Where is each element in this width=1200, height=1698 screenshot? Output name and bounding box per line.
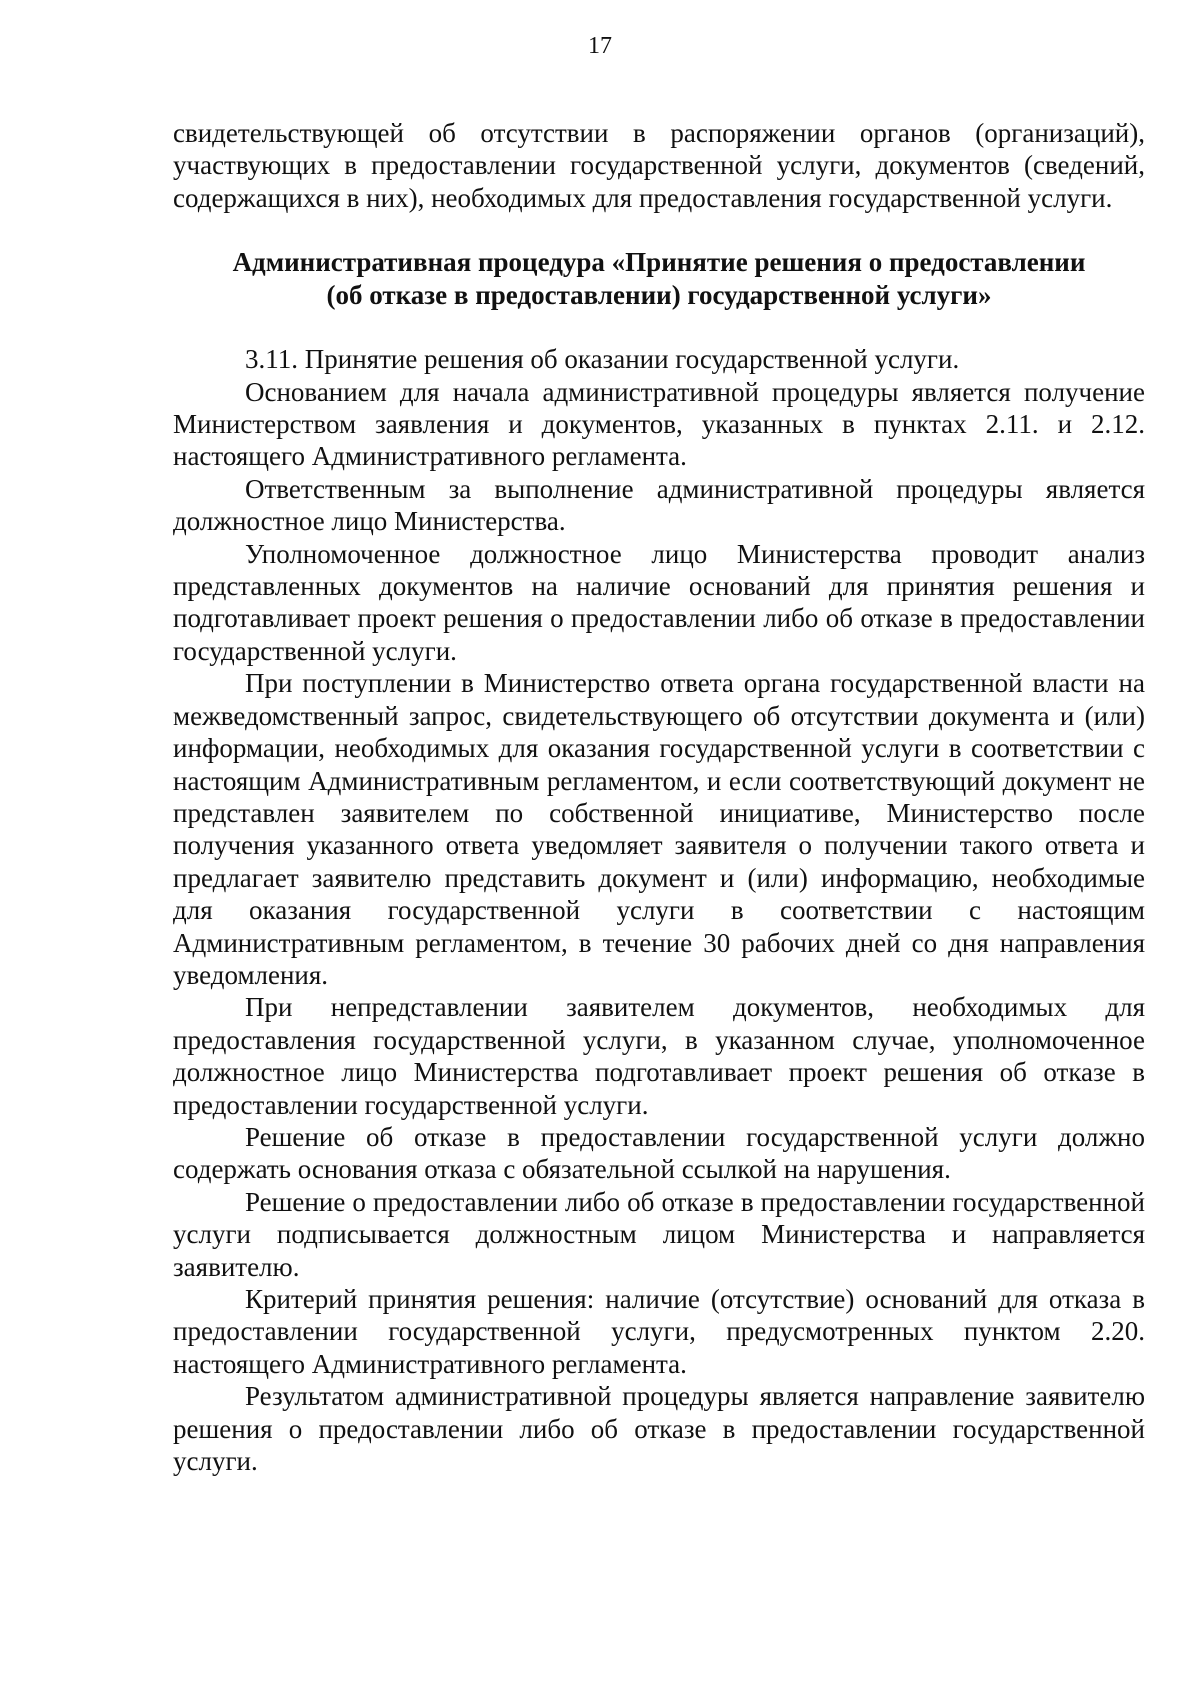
paragraph: При поступлении в Министерство ответа органа государственной власти на межведомственный запрос, свидетельствующего об отсутствии документа и (или) информации, необходимых для оказания государственной услуги в соответствии с настоящим Административным регламентом, и если соответствующий документ не представлен заявителем по собственной инициативе, Министерство после получения указанного ответа уведомляет заявителя о получении такого ответа и предлагает заявителю представить документ и (или) информацию, необходимые для оказания государственной услуги в соответствии с настоящим Административным регламентом, в течение 30 рабочих дней со дня направления уведомления. <box>173 668 1145 990</box>
paragraph: Основанием для начала административной процедуры является получение Министерством заявления и документов, указанных в пунктах 2.11. и 2.12. настоящего Административного регламента. <box>173 376 1145 472</box>
paragraph: Критерий принятия решения: наличие (отсутствие) оснований для отказа в предоставлении государственной услуги, предусмотренных пунктом 2.20. настоящего Административного регламента. <box>173 1284 1145 1379</box>
paragraph: Ответственным за выполнение административной процедуры является должностное лицо Министерства. <box>173 473 1145 537</box>
paragraph: При непредставлении заявителем документов, необходимых для предоставления государственной услуги, в указанном случае, уполномоченное должностное лицо Министерства подготавливает проект решения об отказе в предоставлении государственной услуги. <box>173 992 1145 1120</box>
paragraph: 3.11. Принятие решения об оказании государственной услуги. <box>245 344 960 375</box>
paragraph: Решение о предоставлении либо об отказе в предоставлении государственной услуги подписывается должностным лицом Министерства и направляется заявителю. <box>173 1186 1145 1282</box>
paragraph: Уполномоченное должностное лицо Министерства проводит анализ представленных документов на наличие оснований для принятия решения и подготавливает проект решения о предоставлении либо об отказе в предоставлении государственной услуги. <box>173 538 1145 666</box>
page-number: 17 <box>588 33 612 59</box>
paragraph: Результатом административной процедуры является направление заявителю решения о предоставлении либо об отказе в предоставлении государственной услуги. <box>173 1381 1145 1477</box>
intro-paragraph: свидетельствующей об отсутствии в распоряжении органов (организаций), участвующих в предоставлении государственной услуги, документов (сведений, содержащихся в них), необходимых для предоставления государственной услуги. <box>173 118 1145 213</box>
heading-line-1: Административная процедура «Принятие решения о предоставлении <box>232 247 1086 278</box>
document-body <box>173 117 1145 1477</box>
section-heading <box>173 246 1145 312</box>
paragraph: Решение об отказе в предоставлении государственной услуги должно содержать основания отказа с обязательной ссылкой на нарушения. <box>173 1121 1145 1185</box>
heading-line-2: (об отказе в предоставлении) государственной услуги» <box>326 280 992 311</box>
